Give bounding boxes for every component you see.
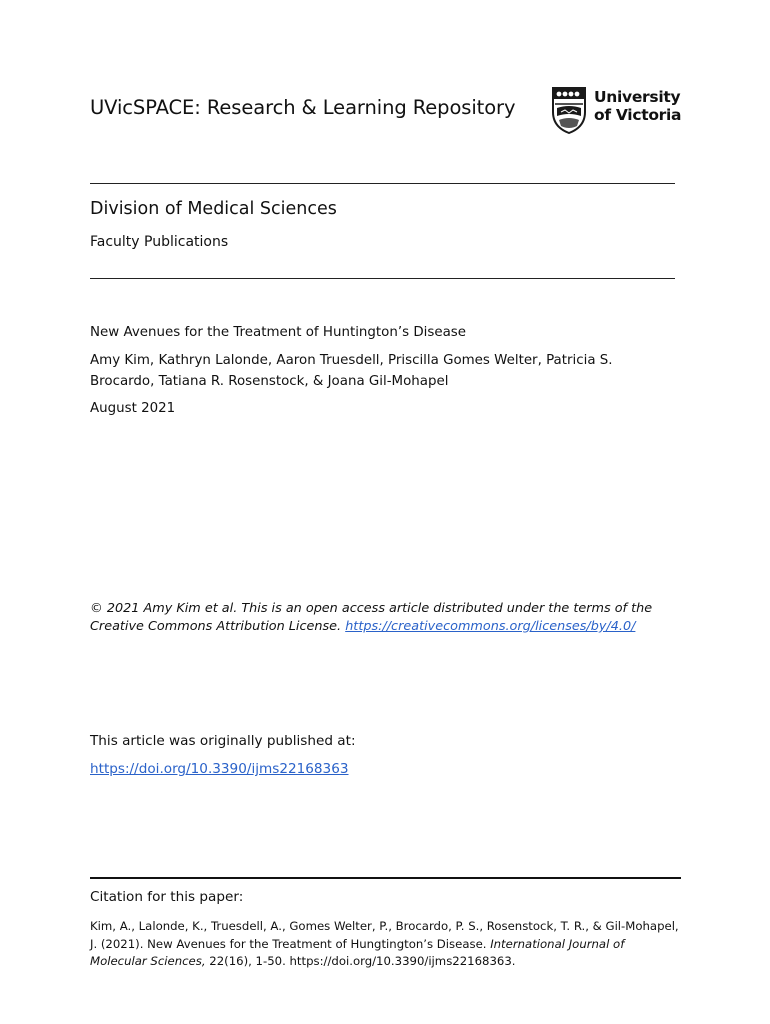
citation-text [90,918,680,971]
article-authors: Amy Kim, Kathryn Lalonde, Aaron Truesdell, Priscilla Gomes Welter, Patricia S. Brocardo, Tatiana R. Rosenstock, & Joana Gil-Mohapel [90,353,613,389]
repository-title: UVicSPACE: Research & Learning Repository [90,96,516,119]
license-statement [90,600,690,636]
citation-part-2: 22(16), 1-50. https://doi.org/10.3390/ijms22168363. [209,954,516,968]
originally-published-label: This article was originally published at: [90,733,356,749]
license-text: © 2021 Amy Kim et al. This is an open access article distributed under the terms of the Creative Commons Attribution License. [90,601,653,634]
citation-part-1: Kim, A., Lalonde, K., Truesdell, A., Gomes Welter, P., Brocardo, P. S., Rosenstock, T. R., & Gil-Mohapel, J. (2021). New Avenues for the Treatment of Hungtington’s Disease. [90,919,679,951]
logo-line-2: of Victoria [594,106,682,124]
article-title: New Avenues for the Treatment of Huntington’s Disease [90,325,466,340]
middle-divider [90,278,675,279]
faculty-subheading: Faculty Publications [90,234,229,250]
division-heading: Division of Medical Sciences [90,199,337,219]
publication-date: August 2021 [90,401,176,416]
university-crest-icon [551,86,587,134]
citation-label: Citation for this paper: [90,889,244,905]
logo-wordmark [594,88,681,124]
doi-link[interactable]: https://doi.org/10.3390/ijms22168363 [90,761,349,777]
license-link[interactable]: https://creativecommons.org/licenses/by/4.0/ [345,619,636,634]
top-divider [90,183,675,184]
logo-line-1: University [594,88,681,106]
citation-journal: International Journal of Molecular Sciences, [90,936,625,968]
citation-divider [90,877,681,879]
